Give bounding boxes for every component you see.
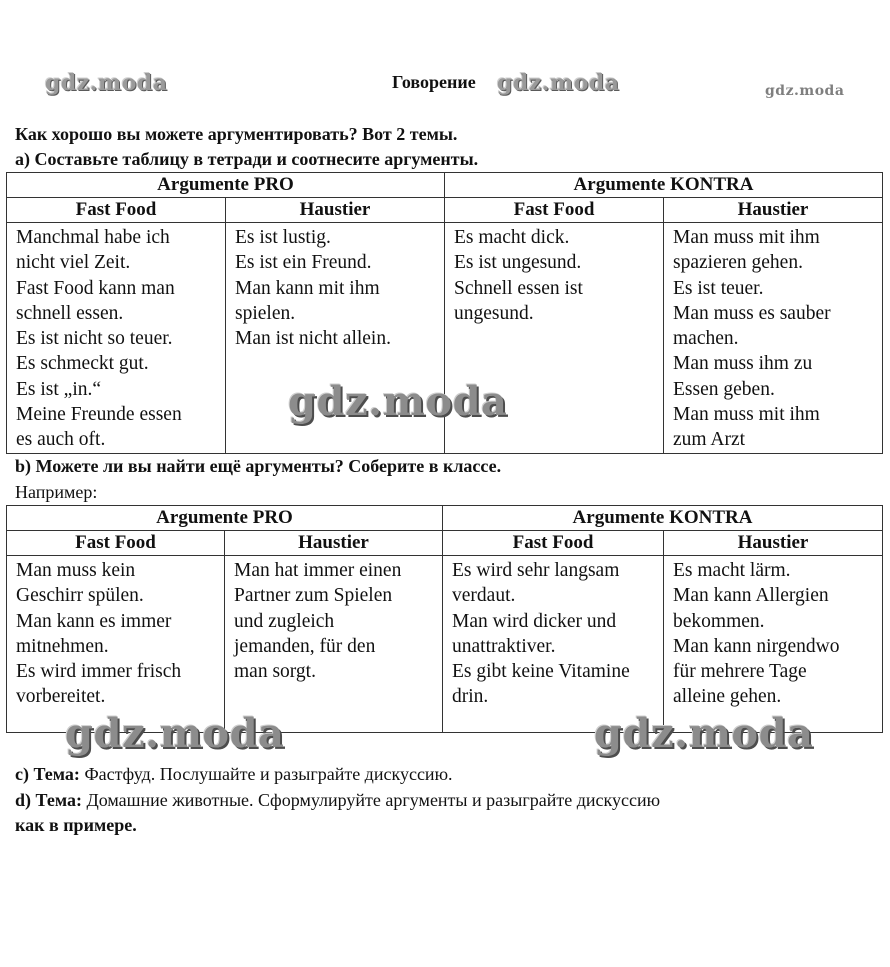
argument-line: Es schmeckt gut.: [16, 353, 149, 375]
group-pro-header: Argumente PRO: [7, 173, 445, 198]
watermark: gdz.moda: [594, 710, 814, 757]
argument-line: Partner zum Spielen: [234, 585, 393, 607]
argument-line: spielen.: [235, 302, 296, 324]
task-c: [15, 764, 453, 785]
argument-line: Schnell essen ist: [454, 277, 583, 299]
argument-line: Es ist nicht so teuer.: [16, 328, 173, 350]
argument-line: Es ist lustig.: [235, 227, 331, 248]
column-haustier-header: Haustier: [226, 198, 445, 223]
column-fastfood-header: Fast Food: [7, 531, 225, 556]
argument-line: Manchmal habe ich: [16, 227, 170, 248]
argument-line: Es ist ein Freund.: [235, 252, 372, 274]
task-d: [15, 790, 660, 811]
argument-table-2: [6, 505, 883, 733]
argument-line: Es ist teuer.: [673, 277, 764, 299]
argument-line: Man muss mit ihm: [673, 227, 820, 248]
watermark: gdz.moda: [288, 378, 508, 425]
argument-line: unattraktiver.: [452, 635, 556, 657]
kontra-haustier-cell: [664, 556, 883, 733]
argument-line: jemanden, für den: [234, 635, 376, 657]
pro-haustier-cell: [225, 556, 443, 733]
watermark: gdz.moda: [497, 70, 620, 96]
kontra-haustier-cell: [664, 223, 883, 454]
group-kontra-header: Argumente KONTRA: [443, 506, 883, 531]
argument-line: Man kann es immer: [16, 610, 172, 632]
kontra-fastfood-cell: [443, 556, 664, 733]
task-d-continuation: как в примере.: [15, 815, 137, 835]
page-title: Говорение: [392, 72, 476, 92]
argument-line: Man kann mit ihm: [235, 277, 380, 299]
argument-line: Es gibt keine Vitamine: [452, 661, 630, 683]
watermark: gdz.moda: [765, 83, 845, 99]
argument-line: für mehrere Tage: [673, 661, 807, 683]
pro-fastfood-cell: [7, 556, 225, 733]
column-haustier-header: Haustier: [664, 531, 883, 556]
argument-line: drin.: [452, 686, 489, 708]
argument-line: mitnehmen.: [16, 635, 109, 657]
pro-fastfood-cell: [7, 223, 226, 454]
argument-line: Man hat immer einen: [234, 560, 402, 581]
watermark: gdz.moda: [45, 70, 168, 96]
argument-line: Man wird dicker und: [452, 610, 617, 632]
argument-line: Fast Food kann man: [16, 277, 175, 299]
argument-line: schnell essen.: [16, 302, 124, 324]
argument-line: Man muss kein: [16, 560, 136, 581]
column-haustier-header: Haustier: [225, 531, 443, 556]
argument-line: bekommen.: [673, 610, 765, 632]
task-a: a) Составьте таблицу в тетради и соотнесите аргументы.: [15, 149, 479, 169]
task-d-text: Домашние животные. Сформулируйте аргументы и разыграйте дискуссию: [86, 790, 661, 810]
argument-line: vorbereitet.: [16, 686, 106, 708]
example-label: Например:: [15, 482, 98, 502]
argument-line: Geschirr spülen.: [16, 585, 144, 607]
argument-line: Man muss ihm zu: [673, 353, 813, 375]
argument-line: es auch oft.: [16, 429, 106, 451]
argument-line: zum Arzt: [673, 429, 746, 451]
argument-line: verdaut.: [452, 585, 516, 607]
argument-line: Es macht dick.: [454, 227, 570, 248]
column-fastfood-header: Fast Food: [443, 531, 664, 556]
argument-line: Meine Freunde essen: [16, 404, 182, 426]
argument-line: Es macht lärm.: [673, 560, 791, 581]
column-haustier-header: Haustier: [664, 198, 883, 223]
argument-line: Man muss mit ihm: [673, 404, 820, 426]
argument-line: Man muss es sauber: [673, 302, 831, 324]
argument-line: Man kann Allergien: [673, 585, 829, 607]
argument-line: Es wird sehr langsam: [452, 560, 620, 581]
argument-line: alleine gehen.: [673, 686, 782, 708]
intro-question: Как хорошо вы можете аргументировать? Вот 2 темы.: [15, 124, 458, 144]
argument-line: Es ist „in.“: [16, 378, 102, 400]
argument-line: man sorgt.: [234, 661, 316, 683]
column-fastfood-header: Fast Food: [7, 198, 226, 223]
group-pro-header: Argumente PRO: [7, 506, 443, 531]
argument-line: Man ist nicht allein.: [235, 328, 391, 350]
argument-line: nicht viel Zeit.: [16, 252, 131, 274]
column-fastfood-header: Fast Food: [445, 198, 664, 223]
argument-line: machen.: [673, 328, 739, 350]
argument-line: Essen geben.: [673, 378, 775, 400]
argument-line: ungesund.: [454, 302, 534, 324]
argument-line: Man kann nirgendwo: [673, 635, 840, 657]
argument-line: Es wird immer frisch: [16, 661, 182, 683]
argument-line: spazieren gehen.: [673, 252, 803, 274]
argument-line: und zugleich: [234, 610, 335, 632]
group-kontra-header: Argumente KONTRA: [445, 173, 883, 198]
task-d-label: d) Тема:: [15, 790, 82, 810]
task-c-text: Фастфуд. Послушайте и разыграйте дискуссию.: [84, 764, 453, 784]
task-c-label: c) Тема:: [15, 764, 80, 784]
argument-line: Es ist ungesund.: [454, 252, 582, 274]
watermark: gdz.moda: [65, 710, 285, 757]
task-b: b) Можете ли вы найти ещё аргументы? Соберите в классе.: [15, 456, 502, 476]
